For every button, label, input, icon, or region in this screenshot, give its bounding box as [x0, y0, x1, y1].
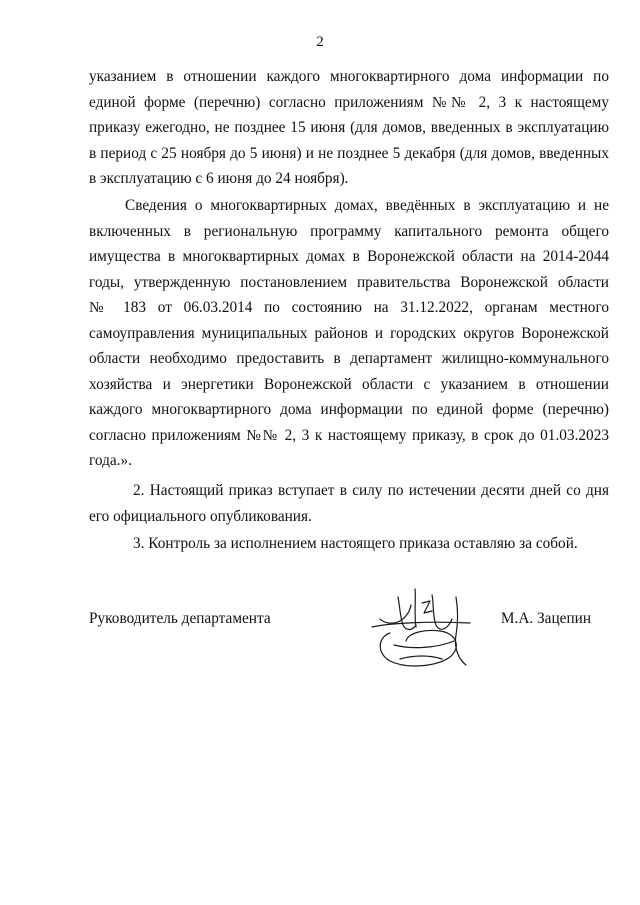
text-line: согласно приложениям №№ 2, 3 к настоящему приказу, в срок до 01.03.2023 [89, 426, 609, 444]
signer-name: М.А. Зацепин [500, 610, 591, 627]
text-line: включенных в региональную программу капитального ремонта общего [89, 222, 609, 240]
signer-position: Руководитель департамента [89, 610, 271, 627]
page-number: 2 [316, 34, 324, 50]
text-line: в эксплуатацию с 6 июня до 24 ноября). [89, 170, 349, 187]
text-line: его официального опубликования. [89, 507, 312, 525]
paragraph-continuation [89, 64, 609, 192]
text-line: № 183 от 06.03.2014 по состоянию на 31.12.2022, органам местного [89, 299, 609, 316]
text-line: 2. Настоящий приказ вступает в силу по истечении десяти дней со дня [133, 482, 609, 499]
text-line: каждого многоквартирного дома информации по единой форме (перечню) [89, 401, 609, 418]
text-line: указанием в отношении каждого многоквартирного дома информации по [89, 68, 609, 85]
text-line: хозяйства и энергетики Воронежской области с указанием в отношении [89, 375, 609, 393]
paragraph-item-3 [89, 531, 609, 557]
text-line: приказу ежегодно, не позднее 15 июня (для домов, введенных в эксплуатацию [89, 119, 609, 136]
text-line: области необходимо предоставить в департамент жилищно-коммунального [89, 350, 609, 367]
text-line: имущества в многоквартирных домах в Воронежской области на 2014-2044 [89, 248, 609, 265]
text-line: 3. Контроль за исполнением настоящего приказа оставляю за собой. [133, 535, 578, 552]
paragraph-apartment-buildings [89, 193, 609, 474]
text-line: единой форме (перечню) согласно приложениям №№ 2, 3 к настоящему [89, 93, 609, 111]
text-line: в период с 25 ноября до 5 июня) и не позднее 5 декабря (для домов, введенных [89, 144, 609, 162]
text-line: Сведения о многоквартирных домах, введённых в эксплуатацию и не [125, 197, 609, 214]
paragraph-item-2 [89, 478, 609, 529]
handwritten-signature [370, 575, 480, 685]
signature-block [89, 606, 609, 631]
text-line: года.». [89, 452, 132, 469]
text-line: годы, утвержденную постановлением правительства Воронежской области [89, 273, 609, 291]
text-line: самоуправления муниципальных районов и городских округов Воронежской [89, 324, 609, 342]
